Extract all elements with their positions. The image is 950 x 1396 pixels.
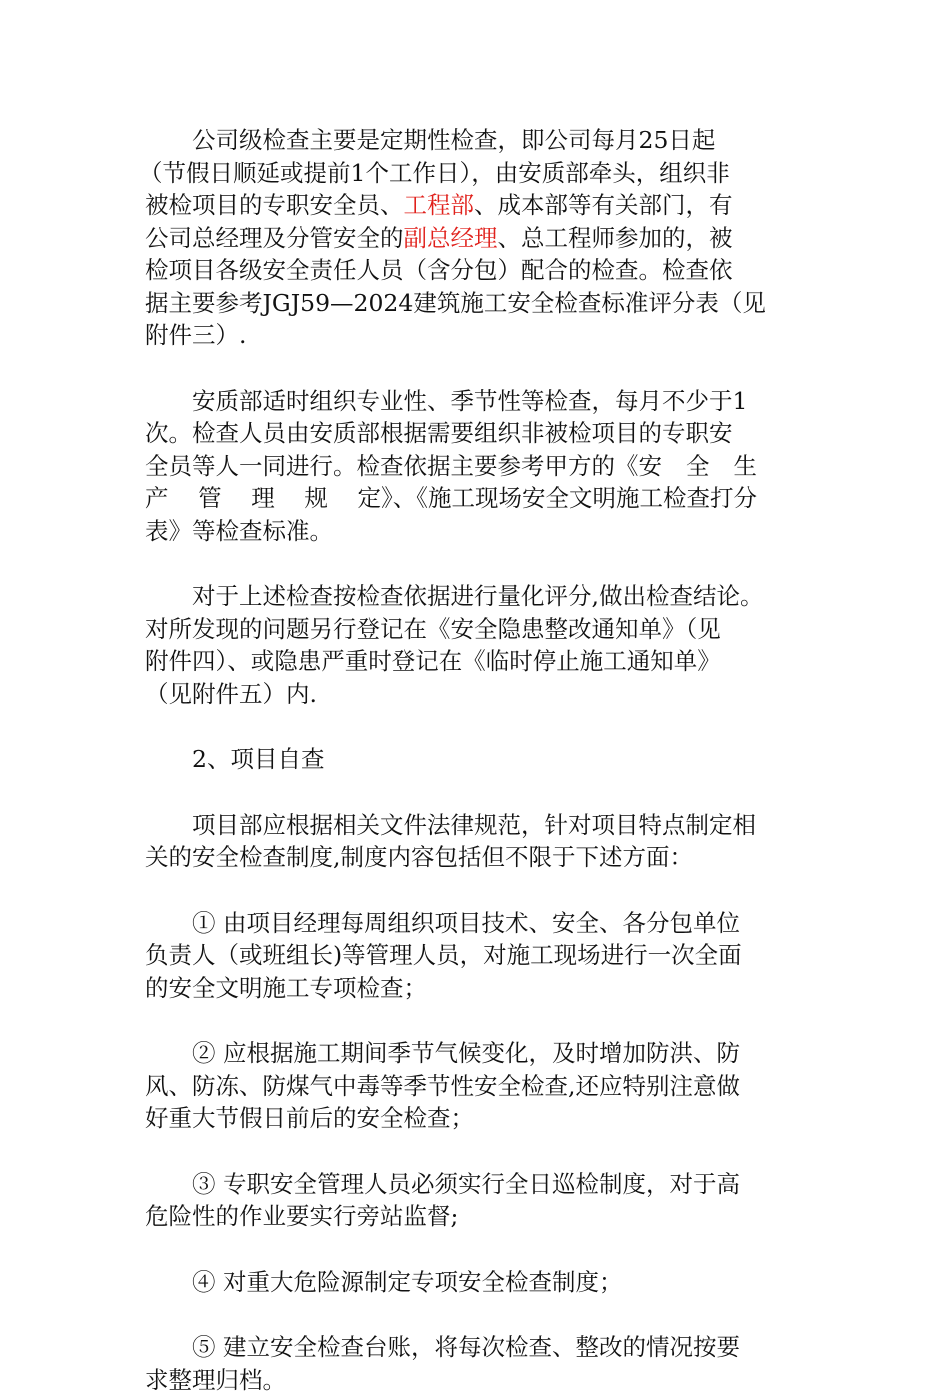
highlighted-term-engineering-dept: 工程部 <box>404 191 475 219</box>
list-item-4 <box>145 1266 810 1299</box>
text-segment: 规 <box>304 482 328 515</box>
text-segment: 、成本部等有关部门，有 <box>474 191 733 219</box>
text-line: 负责人（或班组长)等管理人员，对施工现场进行一次全面 <box>145 939 810 972</box>
text-line: 2、项目自查 <box>145 743 810 776</box>
text-segment: 全 <box>686 452 710 480</box>
text-line <box>145 222 810 255</box>
text-line: 对所发现的问题另行登记在《安全隐患整改通知单》（见 <box>145 613 810 646</box>
paragraph-scoring <box>145 580 810 710</box>
text-line: 求整理归档。 <box>145 1364 810 1396</box>
paragraph-project-system <box>145 809 810 874</box>
text-line: ⑤ 建立安全检查台账，将每次检查、整改的情况按要 <box>145 1331 810 1364</box>
text-line: 的安全文明施工专项检查； <box>145 972 810 1005</box>
text-line: 危险性的作业要实行旁站监督; <box>145 1200 810 1233</box>
text-line: 风、防冻、防煤气中毒等季节性安全检查,还应特别注意做 <box>145 1070 810 1103</box>
text-line: 附件三）. <box>145 319 810 352</box>
text-line: ① 由项目经理每周组织项目技术、安全、各分包单位 <box>145 907 810 940</box>
text-line-spaced <box>145 482 757 515</box>
text-segment: 定》、《施工现场安全文明施工检查打分 <box>358 482 758 515</box>
text-segment: 产 <box>145 482 169 515</box>
text-line: 公司级检查主要是定期性检查，即公司每月25日起 <box>145 124 810 157</box>
paragraph-special-inspection <box>145 385 810 548</box>
text-line <box>145 450 810 483</box>
highlighted-term-deputy-gm: 副总经理 <box>404 224 498 252</box>
text-line: 据主要参考JGJ59—2024建筑施工安全检查标准评分表（见 <box>145 287 810 320</box>
section-heading-project-self-check <box>145 743 810 776</box>
text-line: （节假日顺延或提前1个工作日），由安质部牵头，组织非 <box>139 157 810 190</box>
text-line: 安质部适时组织专业性、季节性等检查，每月不少于1 <box>145 385 810 418</box>
paragraph-company-inspection <box>145 124 810 352</box>
text-line: 次。检查人员由安质部根据需要组织非被检项目的专职安 <box>145 417 810 450</box>
text-segment: 公司总经理及分管安全的 <box>145 224 404 252</box>
text-line: ④ 对重大危险源制定专项安全检查制度； <box>145 1266 810 1299</box>
list-item-3 <box>145 1168 810 1233</box>
text-line: 检项目各级安全责任人员（含分包）配合的检查。检查依 <box>145 254 810 287</box>
document-body <box>145 124 810 1396</box>
text-segment: 管 <box>198 482 222 515</box>
text-line: 对于上述检查按检查依据进行量化评分,做出检查结论。 <box>145 580 810 613</box>
text-line: ② 应根据施工期间季节气候变化，及时增加防洪、防 <box>145 1037 810 1070</box>
text-line: ③ 专职安全管理人员必须实行全日巡检制度，对于高 <box>145 1168 810 1201</box>
text-segment: 、总工程师参加的，被 <box>498 224 733 252</box>
text-segment: 全员等人一同进行。检查依据主要参考甲方的《安 <box>145 452 662 480</box>
text-segment: 生 <box>734 452 758 480</box>
text-line: 项目部应根据相关文件法律规范，针对项目特点制定相 <box>145 809 810 842</box>
list-item-5 <box>145 1331 810 1396</box>
text-line: （见附件五）内. <box>145 678 810 711</box>
text-segment: 被检项目的专职安全员、 <box>145 191 404 219</box>
text-segment: 理 <box>251 482 275 515</box>
text-line: 好重大节假日前后的安全检查； <box>145 1102 810 1135</box>
list-item-2 <box>145 1037 810 1135</box>
text-line <box>145 189 810 222</box>
text-line: 表》等检查标准。 <box>145 515 810 548</box>
list-item-1 <box>145 907 810 1005</box>
text-line: 附件四）、或隐患严重时登记在《临时停止施工通知单》 <box>145 645 810 678</box>
text-line: 关的安全检查制度,制度内容包括但不限于下述方面： <box>145 841 810 874</box>
